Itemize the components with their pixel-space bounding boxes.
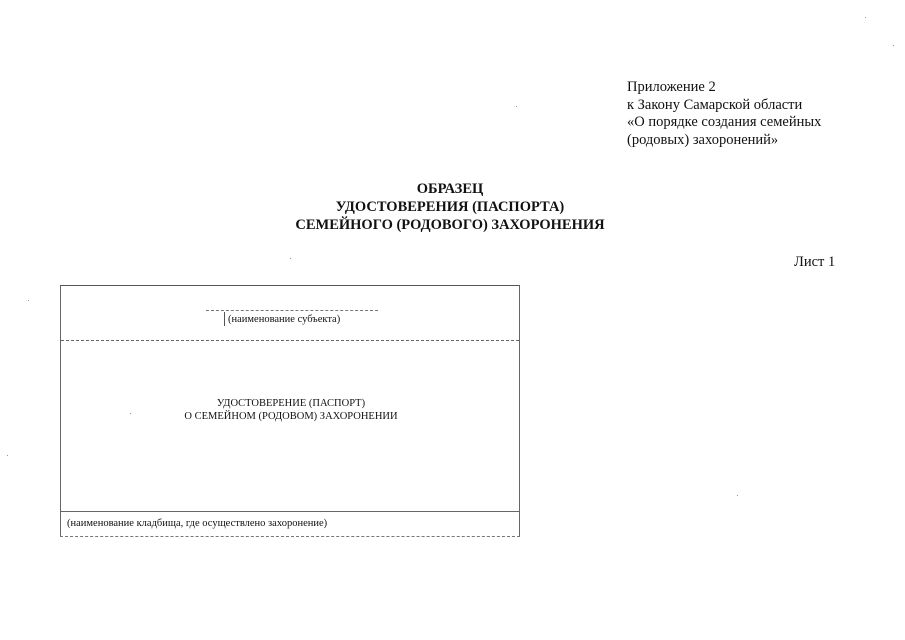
certificate-heading <box>61 397 521 423</box>
scan-speck <box>7 455 8 456</box>
form-header-section <box>61 286 519 341</box>
appendix-line: «О порядке создания семейных <box>627 114 822 130</box>
certificate-form <box>60 285 520 537</box>
title-line-2: УДОСТОВЕРЕНИЯ (ПАСПОРТА) <box>335 199 565 215</box>
appendix-line: к Закону Самарской области <box>627 96 803 113</box>
subject-blank-line <box>206 310 378 311</box>
scan-speck <box>893 45 894 46</box>
appendix-line: (родовых) захоронений» <box>627 131 779 148</box>
scan-speck <box>28 300 29 301</box>
document-title <box>250 180 650 234</box>
scan-speck <box>290 258 291 259</box>
subject-tick-mark <box>224 312 225 326</box>
scan-speck <box>516 106 517 107</box>
form-footer-divider <box>61 511 519 512</box>
scan-speck <box>865 17 866 18</box>
title-line-3: СЕМЕЙНОГО (РОДОВОГО) ЗАХОРОНЕНИЯ <box>295 217 605 233</box>
subject-caption: (наименование субъекта) <box>228 314 341 325</box>
title-line-1: ОБРАЗЕЦ <box>416 181 484 197</box>
certificate-line-2: О СЕМЕЙНОМ (РОДОВОМ) ЗАХОРОНЕНИИ <box>184 411 398 422</box>
scan-speck <box>737 495 738 496</box>
appendix-block <box>627 79 821 149</box>
certificate-line-1: УДОСТОВЕРЕНИЕ (ПАСПОРТ) <box>216 398 366 409</box>
appendix-line: Приложение 2 <box>627 79 716 95</box>
sheet-label: Лист 1 <box>794 254 836 270</box>
scan-speck <box>130 413 131 414</box>
cemetery-caption: (наименование кладбища, где осуществлено захоронение) <box>67 518 328 529</box>
